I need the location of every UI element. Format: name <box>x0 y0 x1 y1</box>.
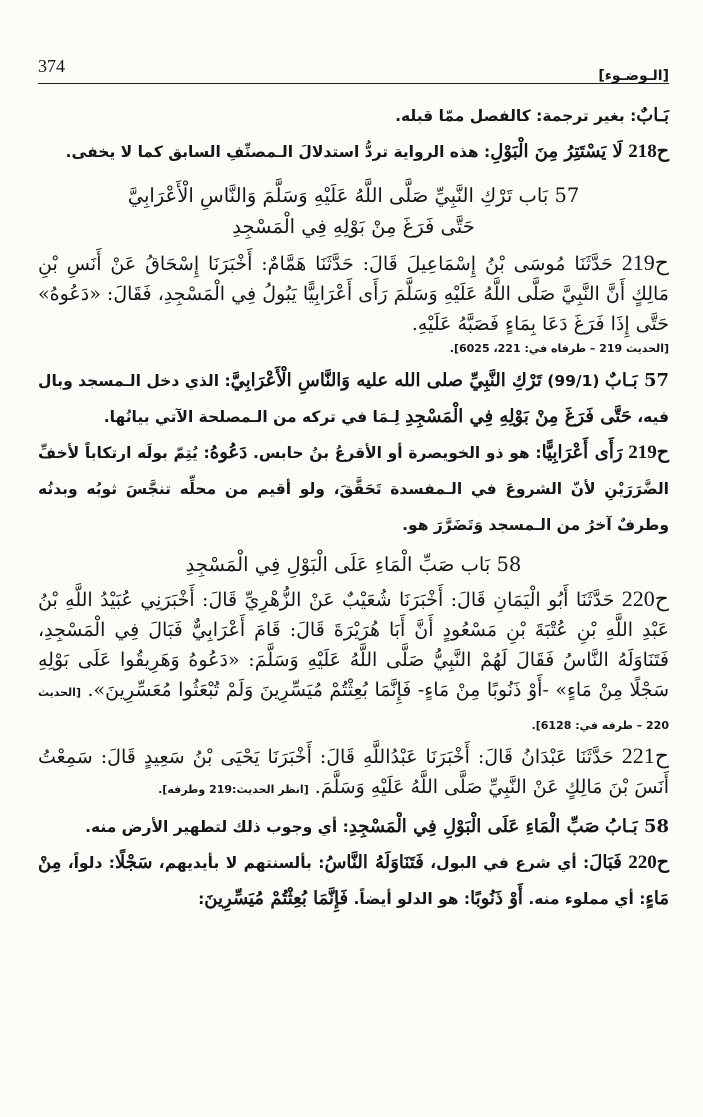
bab-label: بَـابٌ <box>636 105 669 126</box>
commentary-text: : أي وجوب ذلك لتطهير الأرض منه. <box>85 818 349 836</box>
volume-ref: (99/1) <box>547 372 605 390</box>
commentary-text: : يُتِمّ بولَه ارتكاباً لأخفِّ الضَّرَرَيْنِ لأنّ الشروعَ في الـمفسدة تَحَقَّقَ، ولو أقيم من محلِّه تنجَّسَ ثوبُه وبدنُه وطرفٌ آخرُ من الـمسجد وَتَضَرَّرَ هو. <box>38 444 669 534</box>
commentary-bab-58 <box>38 809 669 845</box>
commentary-text: : دلواً، <box>61 854 115 872</box>
cross-reference: [الحديث 220 – طرفه في: 6128]. <box>38 686 669 732</box>
commentary-220 <box>38 845 669 917</box>
lemma: لَا يَسْتَتِرُ مِنَ الْبَوْلِ <box>490 141 623 162</box>
lemma: صَبِّ الْمَاءِ عَلَى الْبَوْلِ فِي الْمَسْجِدِ <box>348 816 600 837</box>
commentary-text: : أي شرع في البول، <box>423 854 590 872</box>
commentary-text: : <box>198 890 205 908</box>
lemma: دَعُوهُ <box>209 442 248 463</box>
chapter-heading-line: 57 بَاب تَرْكِ النَّبِيِّ صَلَّى اللَّهُ عَلَيْهِ وَسَلَّمَ وَالنَّاسِ الْأَعْرَابِيَّ <box>127 184 580 207</box>
commentary-text: لِـمَا في تركه من الـمصلحة الآتي بيانُها. <box>103 408 406 426</box>
page-number: 374 <box>38 56 65 76</box>
hadith-text: حَدَّثَنَا أَبُو الْيَمَانِ قَالَ: أَخْبَرَنَا شُعَيْبٌ عَنْ الزُّهْرِيِّ قَالَ: أَخْبَرَنِي عُبَيْدُ اللَّهِ بْنُ عَبْدِ اللَّهِ بْنِ عُتْبَةَ بْنِ مَسْعُودٍ أَنَّ أَبَا هُرَيْرَةَ قَالَ: قَامَ أَعْرَابِيٌّ فَبَالَ فِي الْمَسْجِدِ، فَتَنَاوَلَهُ النَّاسُ فَقَالَ لَهُمْ النَّبِيُّ صَلَّى اللَّهُ عَلَيْهِ وَسَلَّمَ: «دَعُوهُ وَهَرِيقُوا عَلَى بَوْلِهِ سَجْلًا مِنْ مَاءٍ» -أَوْ ذَنُوبًا مِنْ مَاءٍ- فَإِنَّمَا بُعِثْتُمْ مُيَسِّرِينَ وَلَمْ تُبْعَثُوا مُعَسِّرِينَ». <box>38 589 669 701</box>
hadith-number: ح219 <box>621 250 669 275</box>
commentary-text: : بألسنتهم لا بأيديهم، <box>152 854 325 872</box>
chapter-heading-58 <box>38 549 669 580</box>
lemma: رَأَى أَعْرَابِيًّا <box>541 442 623 463</box>
commentary-219 <box>38 435 669 543</box>
hadith-number: ح220 <box>621 586 669 611</box>
lemma: مِنْ مَاءٍ <box>38 852 669 909</box>
hadith-219 <box>38 248 669 359</box>
cross-reference: [الحديث 219 – طرفاه في: 221، 6025]. <box>449 342 669 355</box>
hadith-220 <box>38 584 669 741</box>
book-page <box>38 40 669 1107</box>
hadith-number: ح221 <box>621 743 669 768</box>
commentary-218 <box>38 134 669 170</box>
bab-label: 57 بَـابٌ <box>604 370 670 391</box>
untitled-bab-commentary <box>38 98 669 134</box>
lemma: فَتَنَاوَلَهُ النَّاسُ <box>324 852 424 873</box>
chapter-heading-57 <box>38 180 669 242</box>
hadith-221 <box>38 741 669 805</box>
lemma: فَإِنَّمَا بُعِثْتُمْ مُيَسِّرِينَ <box>204 888 349 909</box>
hadith-ref: ح220 <box>628 852 670 873</box>
bab-note: : بغير ترجمة: كالفصل ممّا قبله. <box>395 107 637 125</box>
page-header <box>38 40 669 84</box>
commentary-text: : هذه الرواية تردُّ استدلالَ الـمصنِّفِ السابق كما لا يخفى. <box>65 143 491 161</box>
lemma: تَرْكِ النَّبِيِّ صلى الله عليه وَالنَّاسِ الْأَعْرَابِيَّ <box>230 370 542 391</box>
commentary-text: : أي مملوء منه. <box>522 890 646 908</box>
lemma: فَبَالَ <box>589 852 622 873</box>
lemma: أَوْ ذَنُوبًا <box>470 888 523 909</box>
commentary-bab-57 <box>38 363 669 435</box>
lemma: حَتَّى فَرَغَ مِنْ بَوْلِهِ فِي الْمَسْجِدِ <box>405 406 632 427</box>
chapter-title: [الـوضـوء] <box>598 68 669 84</box>
chapter-heading-line: حَتَّى فَرَغَ مِنْ بَوْلِهِ فِي الْمَسْجِدِ <box>232 215 475 238</box>
hadith-ref: ح219 <box>628 442 669 463</box>
hadith-text: حَدَّثَنَا عَبْدَانُ قَالَ: أَخْبَرَنَا عَبْدُاللَّهِ قَالَ: أَخْبَرَنَا يَحْيَى بْنُ سَعِيدٍ قَالَ: سَمِعْتُ أَنَسَ بْنَ مَالِكٍ عَنْ النَّبِيِّ صَلَّى اللَّهُ عَلَيْهِ وَسَلَّمَ. <box>38 746 669 798</box>
commentary-text: : هو ذو الخويصرة أو الأقرعُ بنُ حابس. <box>247 444 542 462</box>
hadith-ref: ح218 <box>628 141 669 162</box>
bab-label: 58 بَـابُ <box>604 816 669 837</box>
lemma: سَجْلًا <box>114 852 153 873</box>
commentary-text: : الذي دخل الـمسجد وبال فيه، <box>38 372 669 426</box>
hadith-text: حَدَّثَنَا مُوسَى بْنُ إِسْمَاعِيلَ قَالَ: حَدَّثَنَا هَمَّامٌ: أَخْبَرَنَا إِسْحَاقُ عَنْ أَنَسِ بْنِ مَالِكٍ أَنَّ النَّبِيَّ صَلَّى اللَّهُ عَلَيْهِ وَسَلَّمَ رَأَى أَعْرَابِيًّا يَبُولُ فِي الْمَسْجِدِ، فَقَالَ: «دَعُوهُ» حَتَّى إِذَا فَرَغَ دَعَا بِمَاءٍ فَصَبَّهُ عَلَيْهِ. <box>38 253 669 335</box>
chapter-heading-line: 58 بَاب صَبِّ الْمَاءِ عَلَى الْبَوْلِ فِي الْمَسْجِدِ <box>185 553 522 576</box>
cross-reference: [انظر الحديث:219 وطرفه]. <box>158 783 309 796</box>
commentary-text: : هو الدلو أيضاً. <box>348 890 471 908</box>
